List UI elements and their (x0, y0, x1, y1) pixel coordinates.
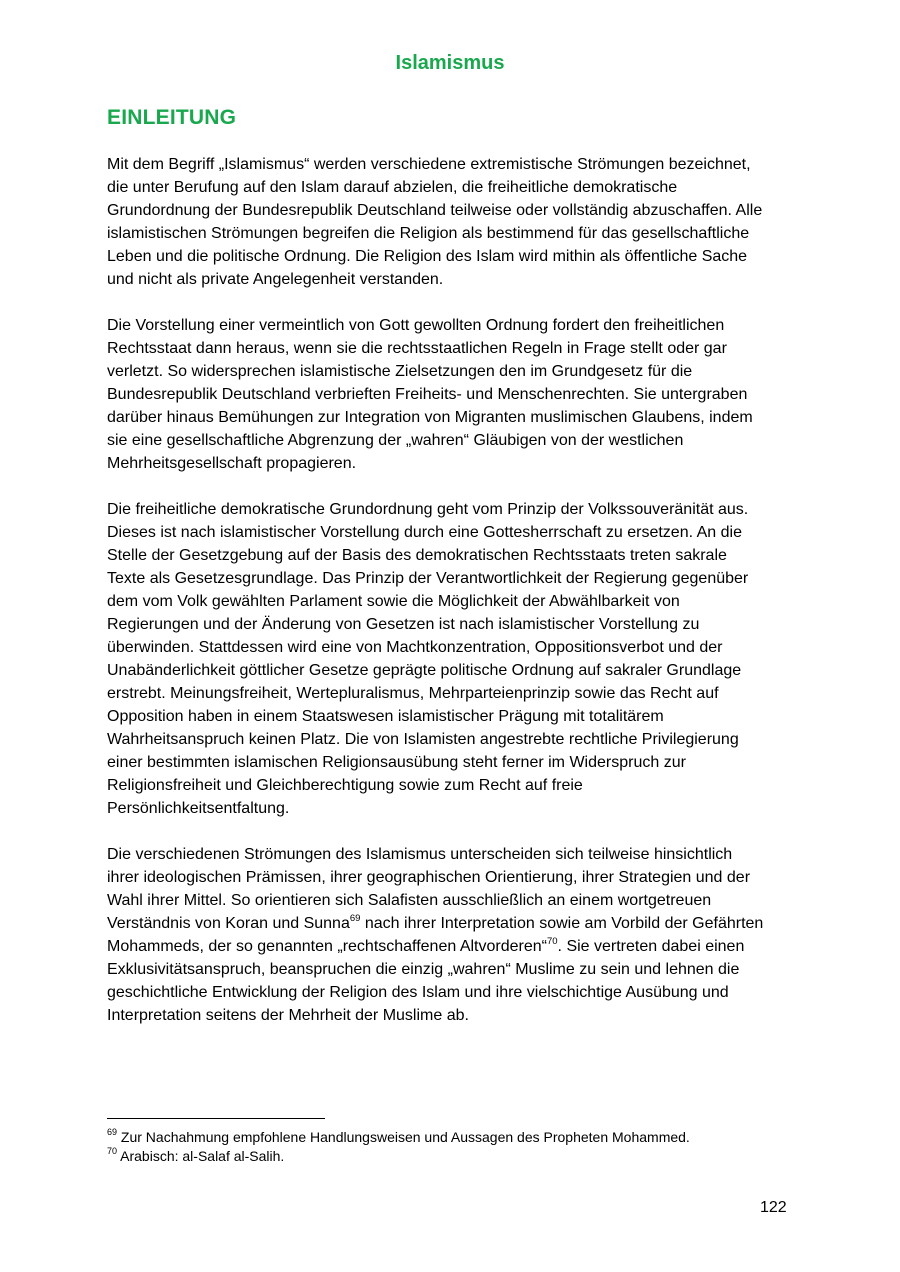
paragraph-4 (107, 843, 807, 1027)
text-line: Religionsfreiheit und Gleichberechtigung sowie zum Recht auf freie (107, 777, 583, 794)
section-heading: EINLEITUNG (107, 106, 237, 129)
footnote-divider (107, 1118, 325, 1119)
footnote-text: Zur Nachahmung empfohlene Handlungsweisen und Aussagen des Propheten Mohammed. (117, 1129, 690, 1145)
text-line: einer bestimmten islamischen Religionsausübung steht ferner im Widerspruch zur (107, 754, 686, 771)
text-line: Stelle der Gesetzgebung auf der Basis des demokratischen Rechtsstaats treten sakrale (107, 547, 727, 564)
text-line: Exklusivitätsanspruch, beanspruchen die einzig „wahren“ Muslime zu sein und lehnen die (107, 961, 740, 978)
footnote-ref-69[interactable]: 69 (349, 912, 361, 924)
text-line (107, 935, 807, 958)
text-line: Regierungen und der Änderung von Gesetzen ist nach islamistischer Vorstellung zu (107, 616, 700, 633)
text-line: darüber hinaus Bemühungen zur Integration von Migranten muslimischen Glaubens, indem (107, 409, 753, 426)
text-line: Grundordnung der Bundesrepublik Deutschland teilweise oder vollständig abzuschaffen. Alle (107, 202, 763, 219)
text-line: und nicht als private Angelegenheit verstanden. (107, 271, 444, 288)
text-line: Opposition haben in einem Staatswesen islamistischer Prägung mit totalitärem (107, 708, 664, 725)
paragraph-3 (107, 498, 807, 820)
body-text (107, 153, 807, 1050)
page-number: 122 (760, 1199, 787, 1216)
text-line: Mit dem Begriff „Islamismus“ werden verschiedene extremistische Strömungen bezeichnet, (107, 156, 751, 173)
page-title: Islamismus (395, 52, 505, 74)
text-segment: . Sie vertreten dabei einen (557, 938, 745, 955)
text-line: ihrer ideologischen Prämissen, ihrer geographischen Orientierung, ihrer Strategien und der (107, 869, 751, 886)
text-line: Wahrheitsanspruch keinen Platz. Die von Islamisten angestrebte rechtliche Privilegierung (107, 731, 739, 748)
text-line: Persönlichkeitsentfaltung. (107, 800, 290, 817)
text-line: Unabänderlichkeit göttlicher Gesetze geprägte politische Ordnung auf sakraler Grundlage (107, 662, 742, 679)
text-line: Interpretation seitens der Mehrheit der Muslime ab. (107, 1007, 469, 1024)
footnote-number: 69 (107, 1127, 118, 1138)
text-line: verletzt. So widersprechen islamistische Zielsetzungen den im Grundgesetz für die (107, 363, 693, 380)
text-line: Rechtsstaat dann heraus, wenn sie die rechtsstaatlichen Regeln in Frage stellt oder gar (107, 340, 727, 357)
text-line: dem vom Volk gewählten Parlament sowie die Möglichkeit der Abwählbarkeit von (107, 593, 680, 610)
footnote-number: 70 (107, 1146, 118, 1157)
text-line: die unter Berufung auf den Islam darauf abzielen, die freiheitliche demokratische (107, 179, 678, 196)
text-line: erstrebt. Meinungsfreiheit, Wertepluralismus, Mehrparteienprinzip sowie das Recht auf (107, 685, 719, 702)
text-segment: Mohammeds, der so genannten „rechtschaffenen Altvorderen“ (107, 938, 547, 955)
paragraph-1 (107, 153, 807, 291)
text-line: Leben und die politische Ordnung. Die Religion des Islam wird mithin als öffentliche Sache (107, 248, 748, 265)
text-line: Die verschiedenen Strömungen des Islamismus unterscheiden sich teilweise hinsichtlich (107, 846, 733, 863)
text-line: islamistischen Strömungen begreifen die Religion als bestimmend für das gesellschaftliche (107, 225, 750, 242)
footnote-ref-70[interactable]: 70 (546, 935, 558, 947)
footnotes (107, 1128, 690, 1166)
footnote-70 (107, 1147, 690, 1166)
text-line: Bundesrepublik Deutschland verbrieften Freiheits- und Menschenrechten. Sie untergraben (107, 386, 748, 403)
paragraph-2 (107, 314, 807, 475)
text-line: geschichtliche Entwicklung der Religion des Islam und ihre vielschichtige Ausübung und (107, 984, 729, 1001)
text-line: Dieses ist nach islamistischer Vorstellung durch eine Gottesherrschaft zu ersetzen. An die (107, 524, 742, 541)
text-line: sie eine gesellschaftliche Abgrenzung der „wahren“ Gläubigen von der westlichen (107, 432, 684, 449)
text-line: überwinden. Stattdessen wird eine von Machtkonzentration, Oppositionsverbot und der (107, 639, 723, 656)
text-segment: nach ihrer Interpretation sowie am Vorbild der Gefährten (360, 915, 764, 932)
footnote-text: Arabisch: al-Salaf al-Salih. (117, 1148, 285, 1164)
footnote-69 (107, 1128, 690, 1147)
text-line: Mehrheitsgesellschaft propagieren. (107, 455, 357, 472)
text-line: Texte als Gesetzesgrundlage. Das Prinzip der Verantwortlichkeit der Regierung gegenüber (107, 570, 749, 587)
text-line: Wahl ihrer Mittel. So orientieren sich Salafisten ausschließlich an einem wortgetreuen (107, 892, 712, 909)
text-segment: Verständnis von Koran und Sunna (107, 915, 350, 932)
text-line: Die freiheitliche demokratische Grundordnung geht vom Prinzip der Volkssouveränität aus. (107, 501, 749, 518)
text-line (107, 912, 807, 935)
text-line: Die Vorstellung einer vermeintlich von Gott gewollten Ordnung fordert den freiheitlichen (107, 317, 725, 334)
